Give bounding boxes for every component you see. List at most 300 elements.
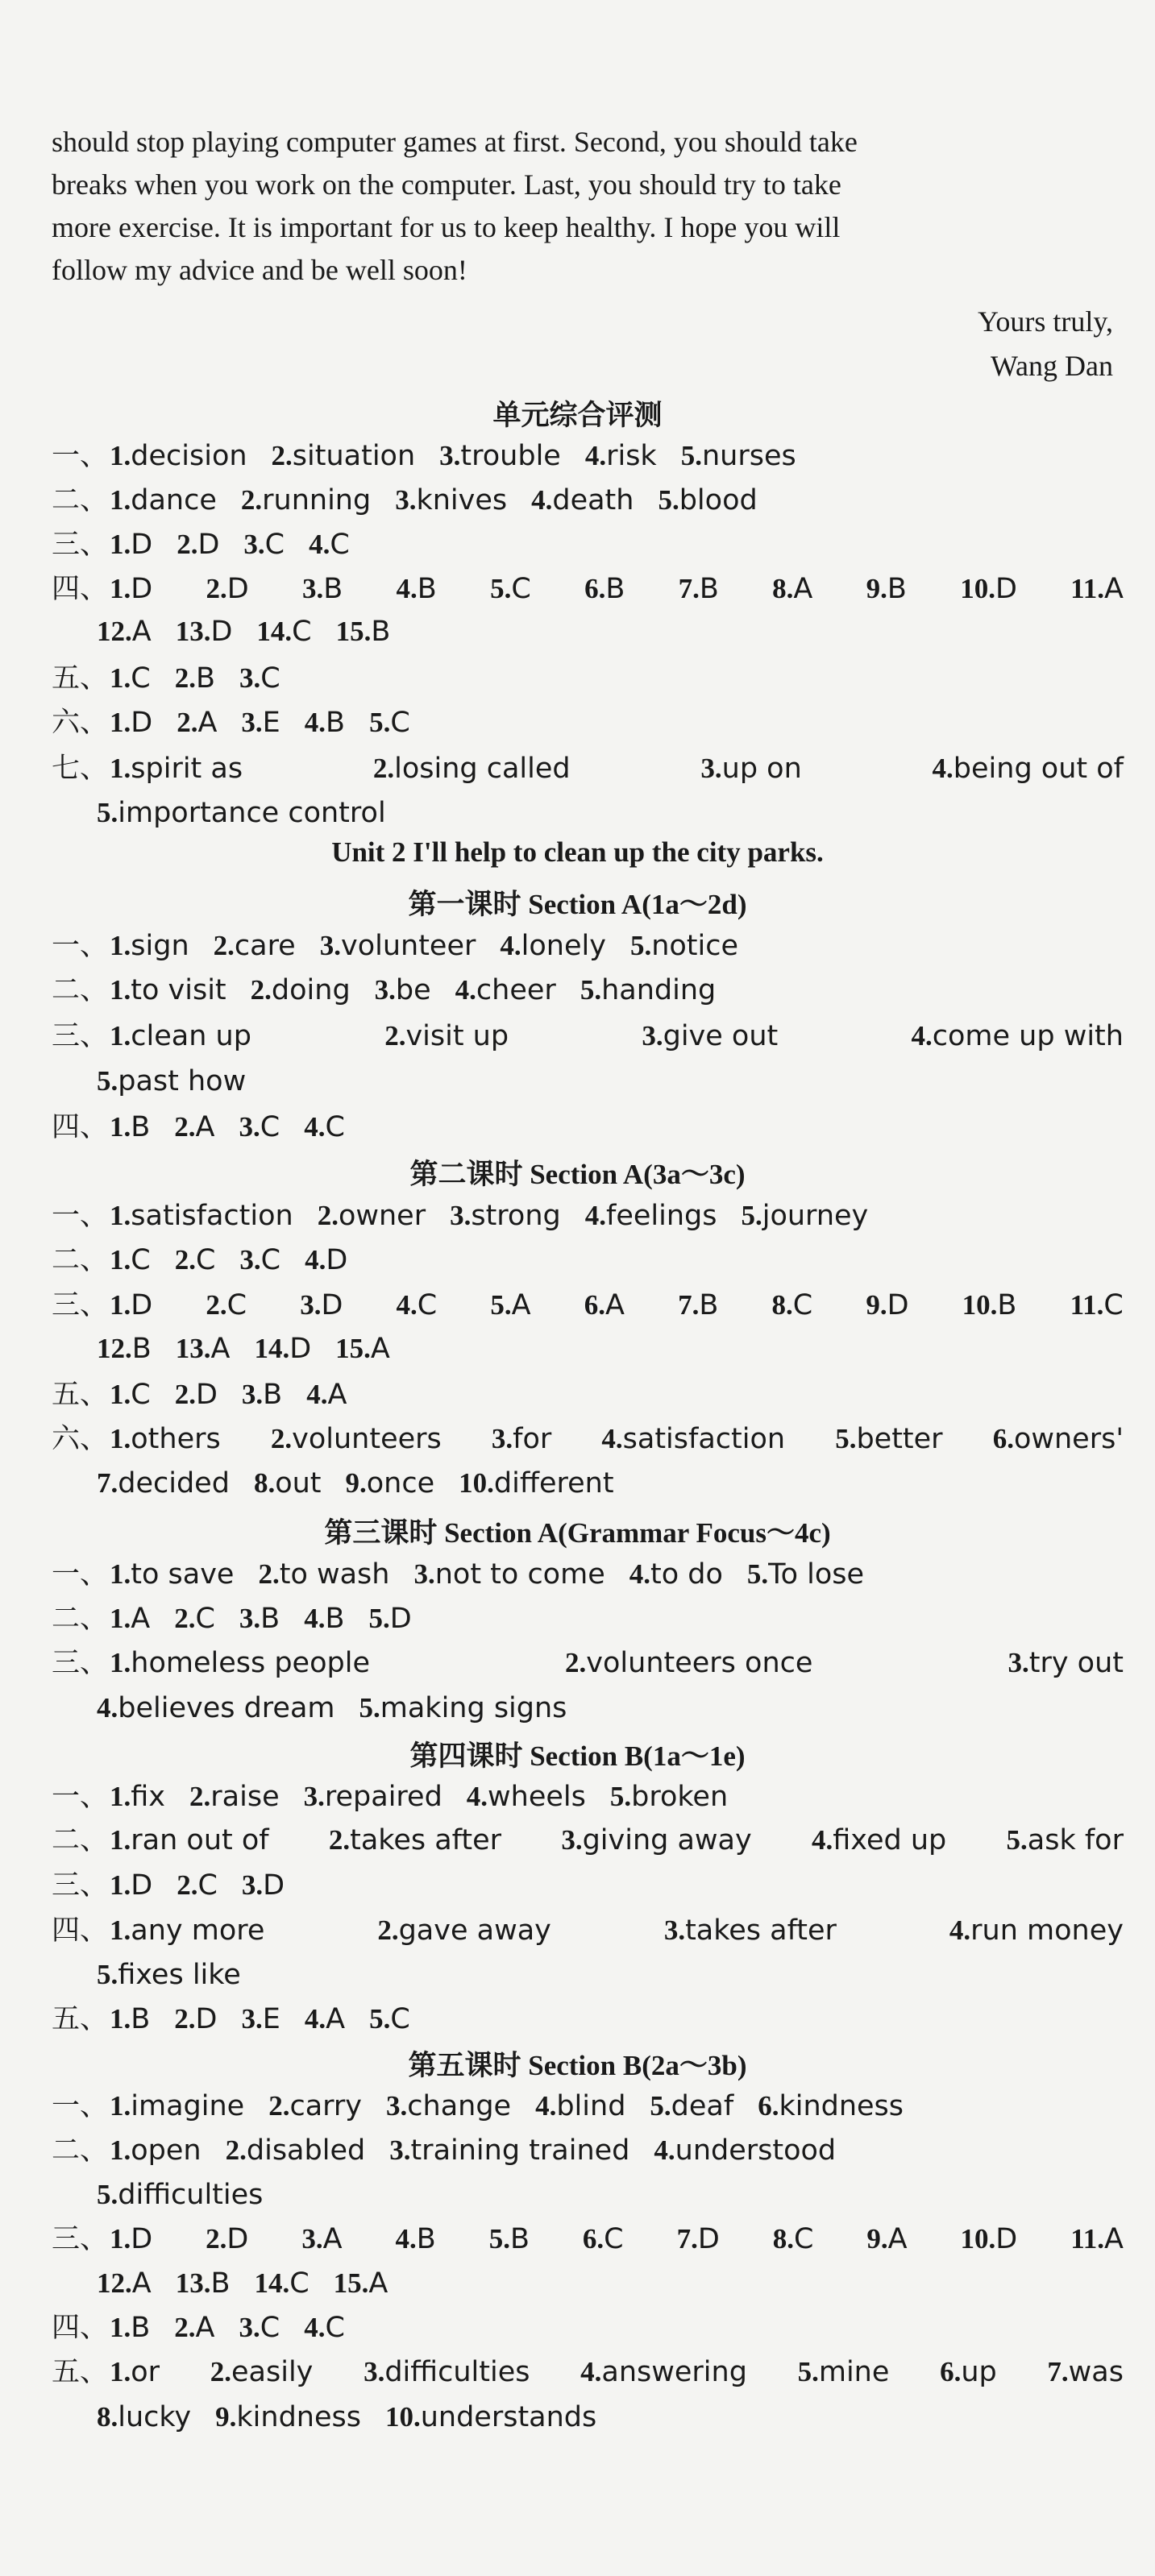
answer-text: C — [330, 529, 350, 561]
answer-number: 4. — [304, 707, 326, 738]
answer-number: 2. — [206, 1289, 227, 1321]
answer-number: 1. — [110, 1869, 131, 1901]
answer-text: A — [322, 2223, 343, 2255]
answer-number: 10. — [962, 1289, 998, 1321]
answer-number: 4. — [601, 1423, 623, 1454]
answer-item — [912, 1017, 1124, 1056]
answer-item — [110, 1644, 370, 1682]
answer-text: any more — [131, 1914, 265, 1947]
answer-text: deaf — [671, 2090, 734, 2122]
answer-item — [580, 974, 716, 1006]
answer-number: 15. — [335, 616, 372, 647]
answer-number: 3. — [700, 753, 722, 784]
answer-item — [97, 616, 152, 648]
answer-text: A — [327, 1379, 347, 1411]
answer-number: 2. — [377, 1914, 399, 1946]
answer-item — [658, 484, 757, 516]
section-heading: 单元综合评测 — [492, 400, 663, 431]
answer-row — [52, 1017, 1124, 1056]
answer-number: 3. — [395, 484, 417, 516]
answer-item — [940, 2353, 997, 2391]
answer-number: 4. — [396, 1289, 418, 1321]
answer-number: 2. — [565, 1647, 587, 1678]
answer-item — [395, 484, 507, 516]
answer-text: A — [605, 1289, 625, 1321]
answer-item — [241, 707, 280, 739]
answer-text: fixed up — [833, 1824, 947, 1856]
answer-text: difficulties — [384, 2356, 530, 2388]
answer-text: B — [371, 616, 391, 648]
answer-number: 3. — [243, 529, 265, 560]
answer-item — [585, 1200, 717, 1232]
answer-item — [678, 1286, 718, 1325]
answer-item — [747, 1558, 864, 1591]
answer-text: owner — [338, 1200, 426, 1232]
answer-item — [960, 570, 1017, 608]
answer-item — [239, 1244, 280, 1276]
answer-number: 6. — [758, 2090, 779, 2122]
answer-item — [439, 440, 561, 472]
answer-number: 5. — [658, 484, 679, 516]
answer-item — [812, 1821, 946, 1860]
answer-item — [455, 974, 556, 1006]
answer-number: 10. — [960, 573, 995, 604]
answer-text: past how — [118, 1065, 247, 1097]
answer-item — [206, 1286, 247, 1325]
answer-item — [309, 529, 350, 561]
answer-number: 1. — [110, 2223, 131, 2255]
answer-text: D — [263, 1869, 285, 1902]
answer-text: D — [131, 1869, 153, 1902]
answer-row — [52, 570, 1124, 608]
question-group-label: 二、 — [52, 1244, 109, 1276]
answer-number: 5. — [650, 2090, 671, 2122]
answer-item — [110, 749, 243, 788]
answer-number: 3. — [301, 573, 324, 604]
answer-text: D — [195, 2003, 218, 2035]
answer-text: be — [395, 974, 431, 1006]
answer-number: 11. — [1070, 573, 1104, 604]
answer-number: 14. — [254, 2267, 290, 2299]
question-group-label: 二、 — [52, 974, 109, 1006]
answer-number: 15. — [335, 1333, 371, 1364]
answer-row — [52, 1644, 1124, 1682]
answer-item — [176, 616, 233, 648]
answer-text: cheer — [476, 974, 556, 1006]
answer-row — [52, 749, 1124, 788]
answer-item — [97, 1065, 246, 1097]
answer-number: 2. — [268, 2090, 290, 2122]
answer-text: come up with — [932, 1020, 1124, 1052]
answer-item — [110, 1200, 293, 1232]
question-group-label: 七、 — [52, 753, 109, 785]
answer-item — [329, 1821, 501, 1860]
answer-item — [385, 2401, 596, 2433]
answer-number: 5. — [97, 1959, 118, 1990]
answer-number: 1. — [110, 1200, 131, 1231]
answer-item — [110, 930, 189, 962]
answer-text: C — [260, 1111, 280, 1143]
question-group-label: 四、 — [52, 1914, 109, 1947]
answer-item — [110, 2220, 152, 2259]
answer-item — [386, 2090, 511, 2122]
answer-row — [52, 525, 1124, 564]
answer-text: situation — [292, 440, 416, 472]
answer-text: C — [197, 1869, 218, 1902]
answer-number: 1. — [110, 1647, 131, 1678]
answer-item — [798, 2353, 890, 2391]
answer-number: 3. — [1008, 1647, 1029, 1678]
answer-number: 13. — [175, 616, 211, 647]
answer-item — [110, 1869, 152, 1902]
answer-text: satisfaction — [131, 1200, 293, 1232]
answer-text: B — [699, 1289, 719, 1321]
answer-text: B — [997, 1289, 1017, 1321]
answer-number: 4. — [396, 573, 418, 604]
answer-item — [772, 570, 812, 608]
answer-item — [110, 2134, 202, 2167]
answer-item — [110, 1821, 269, 1860]
answer-text: A — [131, 616, 152, 648]
answer-item — [177, 529, 219, 561]
answer-number: 1. — [110, 529, 131, 560]
answer-text: ask for — [1027, 1824, 1124, 1856]
letter-line: follow my advice and be well soon! — [52, 254, 467, 286]
answer-number: 7. — [676, 2223, 698, 2255]
answer-item — [962, 1286, 1017, 1325]
answer-row — [52, 481, 1124, 520]
answer-item — [300, 1286, 343, 1325]
answer-row — [52, 1777, 1124, 1816]
answer-text: C — [1103, 1289, 1124, 1321]
answer-row — [97, 1329, 1124, 1368]
answer-text: lucky — [118, 2401, 192, 2433]
answer-text: understands — [420, 2401, 597, 2433]
answer-item — [490, 570, 531, 608]
answer-item — [377, 1911, 551, 1950]
answer-row — [52, 2220, 1124, 2259]
answer-number: 1. — [110, 440, 131, 471]
answer-item — [97, 1467, 230, 1500]
answer-number: 3. — [561, 1824, 583, 1856]
answer-item — [110, 484, 217, 516]
answer-item — [110, 570, 152, 608]
answer-text: A — [793, 573, 813, 605]
answer-text: D — [210, 616, 233, 648]
answer-item — [664, 1911, 837, 1950]
answer-item — [413, 1558, 605, 1591]
answer-item — [268, 2090, 362, 2122]
answer-item — [677, 2220, 720, 2259]
answer-row — [52, 1108, 1124, 1147]
answer-number: 5. — [835, 1423, 857, 1454]
answer-item — [681, 440, 796, 472]
question-group-label: 三、 — [52, 1869, 109, 1902]
answer-number: 5. — [741, 1200, 762, 1231]
answer-text: C — [289, 2267, 310, 2300]
question-group-label: 六、 — [52, 1423, 109, 1455]
answer-number: 2. — [210, 2356, 231, 2387]
answer-number: 4. — [304, 2312, 326, 2343]
answer-number: 4. — [304, 1603, 326, 1634]
answer-item — [97, 1959, 241, 1991]
answer-text: C — [260, 1244, 281, 1276]
answer-number: 7. — [1047, 2356, 1069, 2387]
answer-number: 8. — [253, 1467, 276, 1499]
answer-text: D — [995, 2223, 1018, 2255]
answer-row — [52, 1286, 1124, 1325]
lesson-heading: 第五课时 Section B(2a～3b) — [408, 2050, 747, 2081]
answer-number: 3. — [642, 1020, 663, 1052]
answer-item — [1047, 2353, 1124, 2391]
answer-number: 4. — [911, 1020, 933, 1052]
answer-text: takes after — [350, 1824, 502, 1856]
answer-number: 4. — [97, 1692, 118, 1724]
answer-text: C — [390, 2003, 410, 2035]
answer-number: 1. — [110, 2003, 131, 2035]
answer-text: kindness — [779, 2090, 904, 2122]
answer-number: 4. — [304, 1111, 326, 1143]
answer-text: once — [366, 1467, 435, 1500]
answer-number: 13. — [175, 1333, 211, 1364]
answer-number: 9. — [866, 573, 887, 604]
answer-text: C — [390, 707, 410, 739]
answer-text: D — [226, 573, 249, 605]
answer-row — [97, 2264, 1124, 2303]
answer-item — [97, 1333, 152, 1365]
answer-item — [110, 1017, 251, 1056]
answer-number: 4. — [455, 974, 476, 1006]
answer-text: carry — [289, 2090, 363, 2122]
answer-number: 5. — [369, 707, 391, 738]
answer-text: B — [326, 707, 346, 739]
answer-number: 2. — [271, 440, 293, 471]
answer-text: C — [792, 1289, 813, 1321]
answer-number: 4. — [932, 753, 953, 784]
answer-item — [110, 1420, 221, 1458]
answer-number: 2. — [174, 2003, 196, 2035]
answer-item — [583, 2220, 624, 2259]
answer-item — [177, 1869, 218, 1902]
answer-number: 5. — [746, 1558, 769, 1590]
answer-number: 5. — [97, 1065, 118, 1097]
answer-text: B — [605, 573, 625, 605]
answer-number: 2. — [317, 1200, 339, 1231]
answer-text: owners' — [1013, 1423, 1124, 1455]
answer-number: 3. — [239, 1111, 260, 1143]
answer-text: understood — [675, 2134, 837, 2167]
answer-item — [741, 1200, 868, 1232]
answer-row — [97, 2176, 1124, 2214]
answer-number: 14. — [254, 1333, 290, 1364]
answer-number: 1. — [110, 1020, 131, 1052]
answer-text: blood — [679, 484, 758, 516]
answer-text: B — [131, 1111, 151, 1143]
answer-text: blind — [556, 2090, 626, 2122]
answer-number: 1. — [110, 974, 131, 1006]
answer-text: losing called — [394, 753, 571, 785]
answer-text: C — [226, 1289, 247, 1321]
answer-text: others — [131, 1423, 221, 1455]
answer-item — [174, 2312, 214, 2344]
answer-number: 5. — [609, 1781, 632, 1812]
answer-number: 14. — [256, 616, 293, 647]
answer-text: B — [325, 1603, 345, 1635]
answer-text: C — [264, 529, 285, 561]
answer-item — [206, 2220, 248, 2259]
answer-text: D — [131, 707, 153, 739]
answer-text: C — [325, 1111, 345, 1143]
answer-number: 5. — [97, 797, 118, 828]
answer-row — [52, 2308, 1124, 2347]
answer-text: B — [323, 573, 343, 605]
answer-number: 1. — [110, 1558, 131, 1590]
answer-row — [52, 1555, 1124, 1594]
answer-text: B — [417, 573, 437, 605]
answer-text: A — [131, 1603, 151, 1635]
answer-text: D — [887, 1289, 909, 1321]
answer-item — [174, 2003, 217, 2035]
answer-number: 3. — [389, 2134, 411, 2166]
answer-item — [336, 616, 391, 648]
answer-text: death — [552, 484, 634, 516]
answer-text: A — [887, 2223, 908, 2255]
answer-item — [241, 2003, 280, 2035]
answer-item — [584, 570, 625, 608]
answer-number: 2. — [174, 2312, 196, 2343]
answer-text: importance control — [118, 797, 386, 829]
answer-row — [52, 1241, 1124, 1280]
answer-number: 4. — [580, 2356, 602, 2387]
lesson-heading: 第二课时 Section A(3a～3c) — [409, 1159, 746, 1190]
answer-row — [52, 971, 1124, 1010]
answer-text: give out — [663, 1020, 779, 1052]
answer-item — [584, 1286, 625, 1325]
answer-item — [373, 749, 571, 788]
answer-text: A — [1104, 2223, 1124, 2255]
answer-text: not to come — [434, 1558, 605, 1591]
answer-item — [489, 2220, 530, 2259]
answer-item — [304, 1111, 345, 1143]
answer-item — [110, 2090, 244, 2122]
answer-row — [97, 1062, 1124, 1101]
answer-item — [866, 1286, 908, 1325]
answer-number: 4. — [584, 1200, 606, 1231]
answer-number: 6. — [992, 1423, 1014, 1454]
answer-text: lonely — [521, 930, 606, 962]
answer-text: C — [604, 2223, 624, 2255]
answer-text: different — [493, 1467, 614, 1500]
answer-item — [254, 1333, 311, 1365]
answer-item — [369, 707, 410, 739]
answer-number: 1. — [110, 1423, 131, 1454]
question-group-label: 一、 — [52, 1200, 109, 1232]
answer-text: mine — [818, 2356, 890, 2388]
question-group-label: 二、 — [52, 484, 109, 516]
answer-item — [175, 662, 215, 695]
answer-text: volunteer — [340, 930, 476, 962]
answer-number: 1. — [110, 484, 131, 516]
answer-text: believes dream — [118, 1692, 335, 1724]
answer-text: B — [210, 2267, 231, 2300]
answer-row — [97, 1689, 1124, 1728]
answer-text: open — [131, 2134, 202, 2167]
answer-number: 13. — [175, 2267, 211, 2299]
answer-text: broken — [631, 1781, 729, 1813]
answer-item — [459, 1467, 613, 1500]
answer-row — [52, 1420, 1124, 1458]
answer-item — [241, 484, 371, 516]
answer-item — [110, 1244, 151, 1276]
answer-number: 15. — [333, 2267, 369, 2299]
answer-item — [389, 2134, 629, 2167]
answer-text: volunteers once — [586, 1647, 813, 1679]
answer-row — [97, 612, 1124, 651]
answer-number: 2. — [174, 1603, 196, 1634]
answer-item — [110, 1603, 150, 1635]
question-group-label: 四、 — [52, 2312, 109, 2344]
answer-item — [110, 2353, 160, 2391]
answer-item — [97, 1692, 335, 1724]
answer-text: to save — [131, 1558, 235, 1591]
answer-item — [384, 1017, 509, 1056]
answer-item — [369, 2003, 410, 2035]
answer-text: clean up — [131, 1020, 251, 1052]
answer-number: 1. — [110, 573, 131, 604]
answer-number: 2. — [177, 707, 198, 738]
answer-row — [52, 659, 1124, 698]
answer-text: D — [326, 1244, 348, 1276]
answer-text: C — [131, 662, 151, 695]
answer-text: knives — [416, 484, 508, 516]
answer-item — [175, 1244, 216, 1276]
answer-text: A — [511, 1289, 531, 1321]
answer-text: nurses — [701, 440, 796, 472]
answer-number: 4. — [395, 2223, 417, 2255]
answer-text: C — [292, 616, 312, 648]
answer-item — [206, 570, 249, 608]
answer-number: 12. — [97, 2267, 132, 2299]
answer-item — [364, 2353, 530, 2391]
answer-number: 1. — [110, 2134, 131, 2166]
answer-number: 1. — [110, 1603, 131, 1634]
letter-closing: Yours truly, — [977, 305, 1113, 338]
answer-item — [335, 1333, 390, 1365]
answer-number: 4. — [305, 1244, 326, 1276]
answer-row — [52, 703, 1124, 742]
answer-item — [110, 1558, 234, 1591]
answer-text: handing — [601, 974, 717, 1006]
answer-number: 8. — [772, 573, 794, 604]
answer-item — [306, 1379, 347, 1411]
answer-number: 2. — [225, 2134, 247, 2166]
answer-number: 11. — [1070, 2223, 1105, 2255]
answer-item — [239, 2312, 280, 2344]
answer-number: 4. — [500, 930, 521, 961]
answer-number: 6. — [940, 2356, 962, 2387]
answer-number: 1. — [110, 1781, 131, 1812]
answer-item — [450, 1200, 561, 1232]
answer-item — [254, 1467, 322, 1500]
answer-row — [97, 794, 1124, 832]
question-group-label: 五、 — [52, 662, 109, 695]
answer-text: C — [195, 1244, 216, 1276]
lesson-heading: 第一课时 Section A(1a～2d) — [408, 889, 747, 920]
answer-text: takes after — [685, 1914, 837, 1947]
answer-item — [629, 1558, 723, 1591]
answer-item — [302, 570, 343, 608]
answer-row — [52, 2000, 1124, 2039]
